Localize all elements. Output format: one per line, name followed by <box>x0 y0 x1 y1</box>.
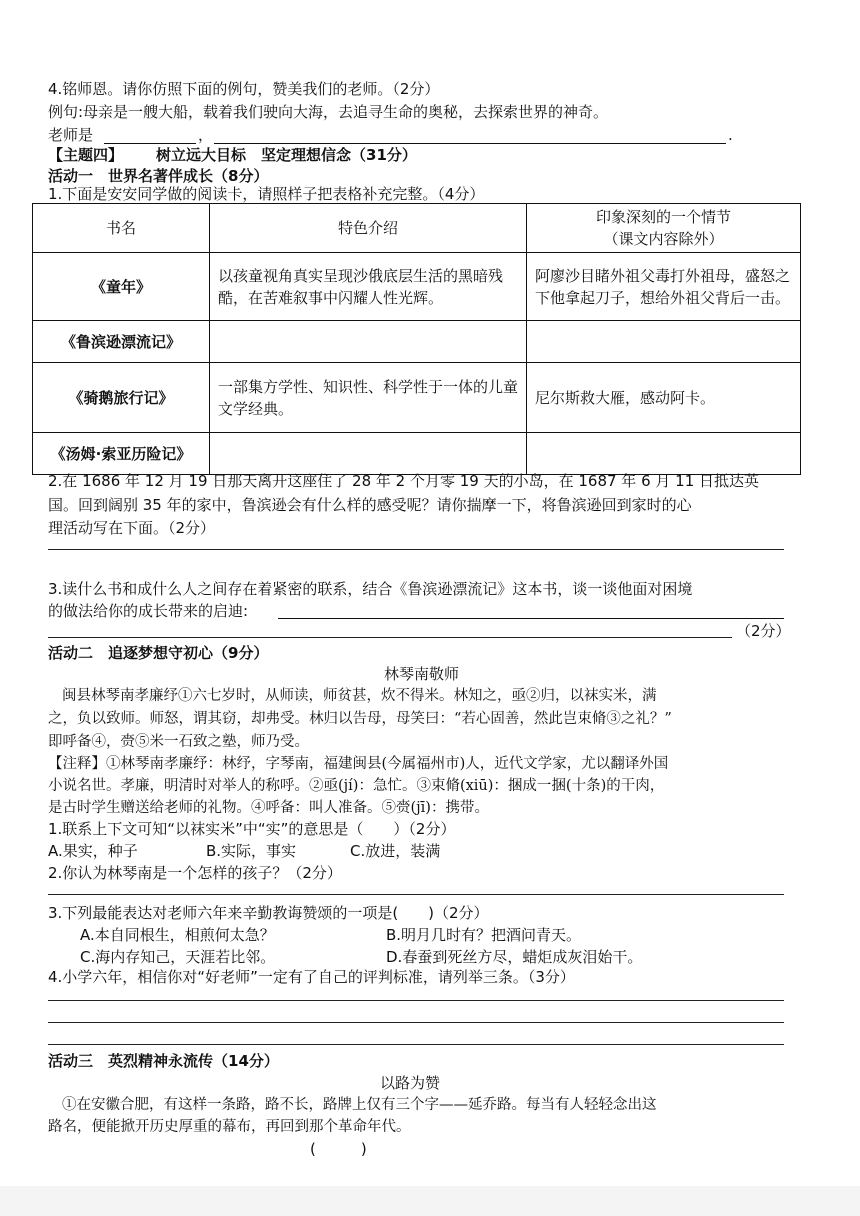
table-row <box>33 253 801 321</box>
page-bottom-margin <box>0 1186 860 1216</box>
option-b[interactable]: B.实际，事实 <box>206 842 297 860</box>
passage-line: ①在安徽合肥，有这样一条路，路不长，路牌上仅有三个字——延乔路。每当有人轻轻念出这 <box>62 1097 657 1113</box>
option-c[interactable]: C.放进，装满 <box>350 842 441 860</box>
activity1-q3-line2: 的做法给你的成长带来的启迪: <box>48 602 249 620</box>
passage-title: 林琴南敬师 <box>384 665 460 683</box>
table-header-plot-main: 印象深刻的一个情节 <box>595 208 731 226</box>
q4-comma: ， <box>198 126 214 144</box>
table-row <box>33 433 801 475</box>
activity1-q2-line3: 理活动写在下面。（2分） <box>48 519 216 537</box>
answer-line[interactable] <box>48 1044 784 1045</box>
activity1-title: 活动一 世界名著伴成长（8分） <box>48 167 269 185</box>
table-cell-book: 《骑鹅旅行记》 <box>33 363 210 433</box>
note-line: 小说名世。孝廉，明清时对举人的称呼。②亟(jí)：急忙。③束脩(xiū)：捆成一捆(十条)的干肉， <box>48 778 665 794</box>
table-cell-book: 《汤姆·索亚历险记》 <box>33 433 210 475</box>
passage-title: 以路为赞 <box>380 1074 441 1092</box>
note-line: 【注释】①林琴南孝廉纾：林纾，字琴南，福建闽县(今属福州市)人，近代文学家，尤以翻译外国 <box>48 756 669 772</box>
activity2-q4: 4.小学六年，相信你对“好老师”一定有了自己的评判标准，请列举三条。（3分） <box>48 968 575 986</box>
q4-prompt: 老师是 <box>48 126 94 144</box>
table-row <box>33 321 801 363</box>
passage-line: 路名，便能掀开历史厚重的幕布，再回到那个革命年代。 <box>48 1119 411 1135</box>
table-cell-feature-blank[interactable] <box>210 321 527 363</box>
answer-line[interactable] <box>48 549 784 550</box>
table-header-book: 书名 <box>33 204 210 253</box>
answer-line[interactable] <box>48 637 732 638</box>
q4-period: . <box>728 126 733 144</box>
table-cell-book: 《鲁滨逊漂流记》 <box>33 321 210 363</box>
option-c[interactable]: C.海内存知己，天涯若比邻。 <box>80 948 276 966</box>
q4-title: 4.铭师恩。请你仿照下面的例句，赞美我们的老师。（2分） <box>48 80 440 98</box>
table-cell-plot: 阿廖沙目睹外祖父毒打外祖母，盛怒之下他拿起刀子，想给外祖父背后一击。 <box>527 253 801 321</box>
table-header-plot-note: （课文内容除外） <box>603 230 724 248</box>
paragraph-blank[interactable]: ( ) <box>310 1140 367 1158</box>
activity1-q2-line2: 国。回到阔别 35 年的家中，鲁滨逊会有什么样的感受呢？请你揣摩一下，将鲁滨逊回到家时的心 <box>48 496 692 514</box>
activity1-q2-line1: 2.在 1686 年 12 月 19 日那天离开这座住了 28 年 2 个月零 19 天的小岛，在 1687 年 6 月 11 日抵达英 <box>48 472 760 490</box>
table-cell-plot-blank[interactable] <box>527 433 801 475</box>
reading-card-table <box>32 203 801 475</box>
table-cell-feature: 一部集方学性、知识性、科学性于一体的儿童文学经典。 <box>210 363 527 433</box>
activity2-title: 活动二 追逐梦想守初心（9分） <box>48 644 269 662</box>
table-header-feature: 特色介绍 <box>210 204 527 253</box>
passage-line: 闽县林琴南孝廉纾①六七岁时，从师读，师贫甚，炊不得米。林知之，亟②归，以袜实米，满 <box>62 688 657 704</box>
answer-line[interactable] <box>278 618 784 619</box>
table-cell-plot: 尼尔斯救大雁，感动阿卡。 <box>527 363 801 433</box>
q4-example: 例句:母亲是一艘大船，载着我们驶向大海，去追寻生命的奥秘，去探索世界的神奇。 <box>48 103 609 121</box>
passage-line: 即呼备④，赍⑤米一石致之塾，师乃受。 <box>48 734 309 750</box>
table-row <box>33 363 801 433</box>
theme-tag: 【主题四】 <box>48 146 124 164</box>
table-header-plot <box>527 204 801 253</box>
table-cell-plot-blank[interactable] <box>527 321 801 363</box>
option-b[interactable]: B.明月几时有？把酒问青天。 <box>386 926 582 944</box>
table-cell-book: 《童年》 <box>33 253 210 321</box>
theme-title: 树立远大目标 坚定理想信念（31分） <box>156 146 417 164</box>
option-d[interactable]: D.春蚕到死丝方尽，蜡炬成灰泪始干。 <box>386 948 643 966</box>
activity2-q1: 1.联系上下文可知“以袜实米”中“实”的意思是（ ）（2分） <box>48 820 456 838</box>
passage-line: 之，负以致师。师怒，谓其窃，却弗受。林归以告母，母笑曰：“若心固善，然此岂束脩③之礼？” <box>48 711 672 727</box>
activity2-q3: 3.下列最能表达对老师六年来辛勤教诲赞颂的一项是( )（2分） <box>48 904 489 922</box>
table-cell-feature: 以孩童视角真实呈现沙俄底层生活的黑暗残酷，在苦难叙事中闪耀人性光辉。 <box>210 253 527 321</box>
activity1-q3-score: （2分） <box>736 622 791 640</box>
option-a[interactable]: A.果实，种子 <box>48 842 138 860</box>
answer-line[interactable] <box>48 894 784 895</box>
activity2-q2: 2.你认为林琴南是一个怎样的孩子？（2分） <box>48 864 342 882</box>
option-a[interactable]: A.本自同根生，相煎何太急？ <box>80 926 275 944</box>
activity1-q3-line1: 3.读什么书和成什么人之间存在着紧密的联系，结合《鲁滨逊漂流记》这本书，谈一谈他面对困境 <box>48 580 693 598</box>
activity3-title: 活动三 英烈精神永流传（14分） <box>48 1052 279 1070</box>
table-cell-feature-blank[interactable] <box>210 433 527 475</box>
answer-line[interactable] <box>48 1000 784 1001</box>
answer-line[interactable] <box>48 1022 784 1023</box>
note-line: 是古时学生赠送给老师的礼物。④呼备：叫人准备。⑤赍(jī)：携带。 <box>48 800 489 816</box>
activity1-q1: 1.下面是安安同学做的阅读卡，请照样子把表格补充完整。（4分） <box>48 185 485 203</box>
